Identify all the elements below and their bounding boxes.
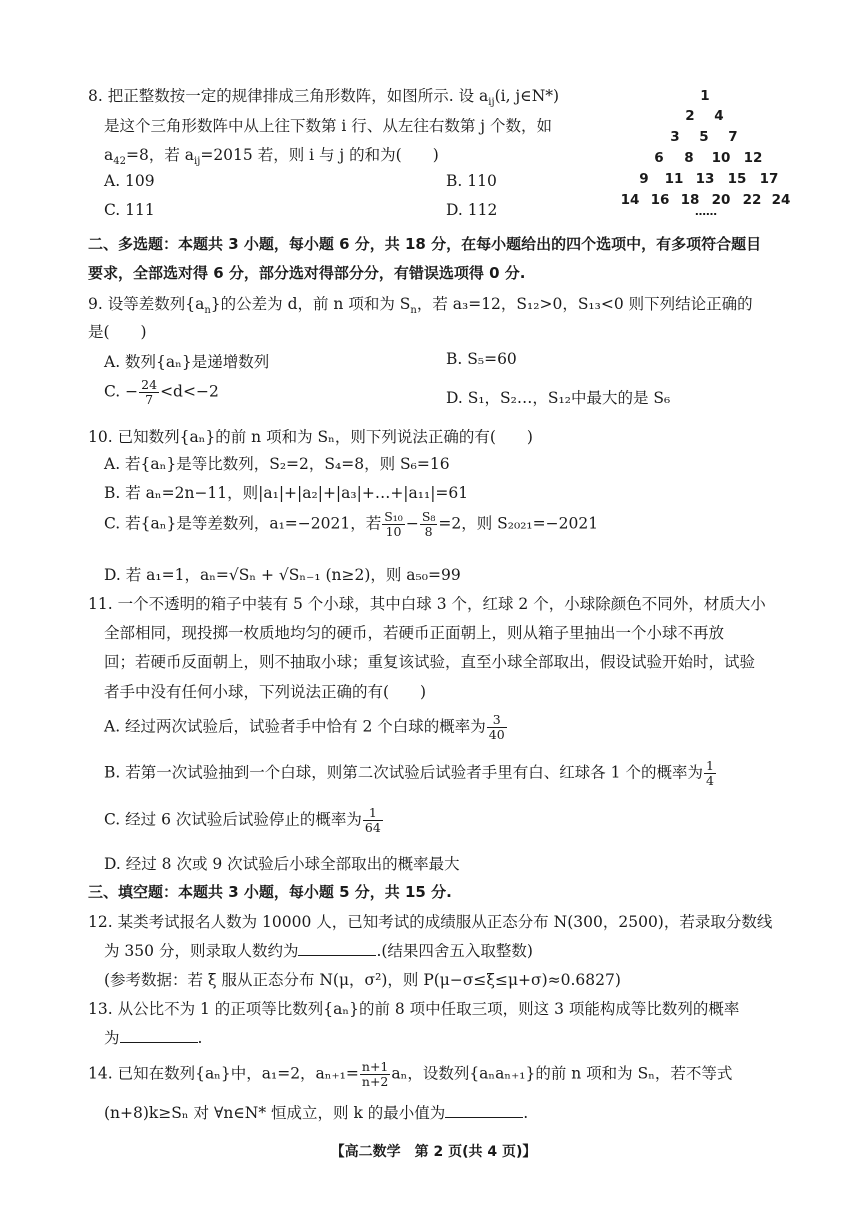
q11-c-num: 1	[363, 806, 383, 821]
q14-line2-a: (n+8)k≥Sₙ 对 ∀n∈N* 恒成立，则 k 的最小值为	[104, 1104, 446, 1122]
q9-option-b: B. S₅=60	[446, 350, 517, 368]
q11-b-pre: B. 若第一次试验抽到一个白球，则第二次试验后试验者手里有白、红球各 1 个的概率为	[104, 763, 703, 782]
q13-line2-a: 为	[104, 1029, 120, 1047]
triangle-r3-c1: 3	[670, 129, 680, 145]
q9-c-post: <d<−2	[160, 382, 219, 401]
q11-c-den: 64	[364, 819, 381, 835]
triangle-r6-c4: 20	[711, 192, 731, 208]
q11-option-d: D. 经过 8 次或 9 次试验后小球全部取出的概率最大	[104, 855, 460, 873]
q9-c-fraction	[139, 378, 159, 407]
q10-option-b: B. 若 aₙ=2n−11，则|a₁|+|a₂|+|a₃|+…+|a₁₁|=61	[104, 484, 469, 502]
q11-option-b	[104, 759, 717, 788]
q12-reference-data: (参考数据：若 ξ 服从正态分布 N(μ，σ²)，则 P(μ−σ≤ξ≤μ+σ)≈0.6827)	[104, 971, 621, 989]
triangle-r3-c2: 5	[699, 129, 709, 145]
triangle-r3-c3: 7	[728, 129, 738, 145]
section-3-heading: 三、填空题：本题共 3 小题，每小题 5 分，共 15 分.	[88, 883, 452, 901]
q14-frac-den: n+2	[361, 1073, 389, 1089]
q10-c-f1-num: S₁₀	[384, 509, 403, 524]
q8-line3-c: =2015 若，则 i 与 j 的和为( )	[200, 146, 439, 164]
q8-line3-a: a	[104, 146, 114, 164]
q9-line1-text: 9. 设等差数列{a	[88, 295, 205, 313]
q13-stem-line2	[104, 1026, 202, 1048]
triangle-r2-c2: 4	[714, 108, 724, 124]
q14-answer-blank[interactable]	[445, 1103, 523, 1118]
q12-stem-line2	[104, 939, 533, 961]
triangle-r6-c6: 24	[771, 192, 791, 208]
triangle-r4-c2: 8	[684, 150, 694, 166]
q10-option-d: D. 若 a₁=1，aₙ=√Sₙ + √Sₙ₋₁ (n≥2)，则 a₅₀=99	[104, 566, 461, 584]
q9-stem-line1	[88, 292, 753, 316]
q11-a-fraction	[487, 713, 507, 742]
q12-line2-a: 为 350 分，则录取人数约为	[104, 942, 299, 960]
q9-option-d: D. S₁，S₂…，S₁₂中最大的是 S₆	[446, 389, 671, 407]
q11-stem-line4: 者手中没有任何小球，下列说法正确的有( )	[104, 683, 427, 701]
triangle-r4-c4: 12	[743, 150, 763, 166]
q11-a-pre: A. 经过两次试验后，试验者手中恰有 2 个白球的概率为	[104, 717, 486, 736]
q14-line1-post: aₙ，设数列{aₙaₙ₊₁}的前 n 项和为 Sₙ，若不等式	[391, 1064, 733, 1083]
q10-c-f2-den: 8	[424, 523, 433, 539]
q8-line3-sub1: 42	[113, 156, 126, 168]
q8-stem-line3	[104, 143, 439, 167]
page-footer: 【高二数学 第 2 页(共 4 页)】	[330, 1144, 537, 1160]
q9-option-c	[104, 378, 219, 407]
q8-option-a: A. 109	[104, 172, 155, 190]
q9-c-den: 7	[145, 391, 154, 407]
q11-a-num: 3	[487, 713, 507, 728]
q8-line3-sub2: ij	[194, 156, 201, 168]
q10-option-c	[104, 510, 598, 539]
triangle-r6-c3: 18	[680, 192, 700, 208]
q8-stem-line1	[88, 84, 559, 108]
q10-c-post: =2，则 S₂₀₂₁=−2021	[438, 514, 599, 533]
triangle-r4-c3: 10	[711, 150, 731, 166]
q11-option-a	[104, 713, 508, 742]
q8-line1-text: 8. 把正整数按一定的规律排成三角形数阵，如图所示. 设 a	[88, 87, 489, 105]
q11-b-fraction	[704, 759, 716, 788]
triangle-r4-c1: 6	[654, 150, 664, 166]
q14-stem-line1	[88, 1060, 732, 1089]
q14-stem-line2	[104, 1101, 528, 1123]
q10-option-a: A. 若{aₙ}是等比数列，S₂=2，S₄=8，则 S₆=16	[104, 455, 450, 473]
q9-c-pre: C. −	[104, 382, 139, 401]
q9-stem-line2: 是( )	[88, 323, 147, 341]
q14-fraction	[360, 1060, 390, 1089]
q8-option-c: C. 111	[104, 201, 155, 219]
q10-stem: 10. 已知数列{aₙ}的前 n 项和为 Sₙ，则下列说法正确的有( )	[88, 428, 533, 446]
q13-stem-line1: 13. 从公比不为 1 的正项等比数列{aₙ}的前 8 项中任取三项，则这 3 项能构成等比数列的概率	[88, 1000, 740, 1018]
q10-c-fraction1	[382, 510, 405, 539]
q11-stem-line1: 11. 一个不透明的箱子中装有 5 个小球，其中白球 3 个，红球 2 个，小球除颜色不同外，材质大小	[88, 595, 766, 613]
triangle-r6-c5: 22	[742, 192, 762, 208]
q9-line1-end: ，若 a₃=12，S₁₂>0，S₁₃<0 则下列结论正确的	[416, 295, 753, 313]
q11-option-c	[104, 806, 384, 835]
q11-c-pre: C. 经过 6 次试验后试验停止的概率为	[104, 810, 362, 829]
triangle-r5-c5: 17	[759, 171, 779, 187]
q11-b-num: 1	[705, 758, 714, 773]
q9-line1-tail: }的公差为 d，前 n 项和为 S	[210, 295, 411, 313]
q11-c-fraction	[363, 806, 383, 835]
q11-a-den: 40	[488, 726, 505, 742]
triangle-r6-c2: 16	[650, 192, 670, 208]
q13-answer-blank[interactable]	[120, 1028, 198, 1043]
q9-line1-tail-sub: n	[410, 305, 417, 317]
q10-c-f1-den: 10	[385, 523, 402, 539]
q11-b-den: 4	[705, 772, 714, 788]
triangle-ellipsis: ……	[695, 205, 717, 218]
q13-line2-b: .	[197, 1029, 203, 1047]
q10-c-mid: −	[405, 514, 419, 533]
section-2-heading-line2: 要求，全部选对得 6 分，部分选对得部分分，有错误选项得 0 分.	[88, 264, 526, 282]
q11-stem-line3: 回；若硬币反面朝上，则不抽取小球；重复该试验，直至小球全部取出，假设试验开始时，试验	[104, 653, 756, 671]
q8-line1-tail: (i, j∈N*)	[494, 87, 560, 105]
section-2-heading-line1: 二、多选题：本题共 3 小题，每小题 6 分，共 18 分，在每小题给出的四个选项中，有多项符合题目	[88, 235, 762, 253]
triangle-r5-c1: 9	[639, 171, 649, 187]
q9-option-a: A. 数列{aₙ}是递增数列	[104, 353, 270, 371]
triangle-r2-c1: 2	[685, 108, 695, 124]
q9-line1-sub: n	[204, 305, 211, 317]
triangle-r1-c1: 1	[700, 88, 710, 104]
triangle-r5-c4: 15	[727, 171, 747, 187]
q8-option-b: B. 110	[446, 172, 497, 190]
triangle-r6-c1: 14	[620, 192, 640, 208]
q10-c-fraction2	[420, 510, 438, 539]
triangle-r5-c3: 13	[695, 171, 715, 187]
q14-line1-pre: 14. 已知在数列{aₙ}中，a₁=2，aₙ₊₁=	[88, 1064, 359, 1083]
q14-line2-b: .	[523, 1104, 529, 1122]
q12-line2-b: .(结果四舍五入取整数)	[376, 942, 533, 960]
q12-answer-blank[interactable]	[298, 941, 376, 956]
q8-stem-line2: 是这个三角形数阵中从上往下数第 i 行、从左往右数第 j 个数，如	[104, 117, 552, 135]
triangle-r5-c2: 11	[664, 171, 684, 187]
q14-frac-num: n+1	[361, 1059, 389, 1074]
q8-option-d: D. 112	[446, 201, 498, 219]
q11-stem-line2: 全部相同，现投掷一枚质地均匀的硬币，若硬币正面朝上，则从箱子里抽出一个小球不再放	[104, 624, 725, 642]
q10-c-f2-num: S₈	[421, 509, 436, 524]
q8-line1-sub: ij	[488, 97, 495, 109]
q10-c-pre: C. 若{aₙ}是等差数列，a₁=−2021，若	[104, 514, 382, 533]
q8-line3-b: =8，若 a	[125, 146, 195, 164]
q12-stem-line1: 12. 某类考试报名人数为 10000 人，已知考试的成绩服从正态分布 N(300，2500)，若录取分数线	[88, 913, 773, 931]
q9-c-num: 24	[141, 377, 158, 392]
